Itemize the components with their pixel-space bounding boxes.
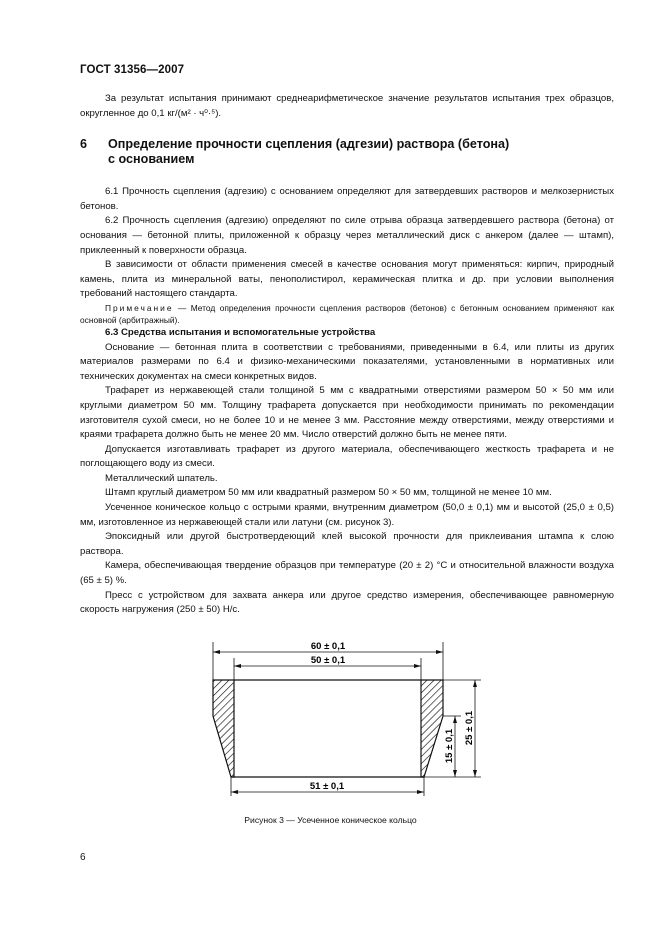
ring-wall-right: [421, 680, 443, 777]
dimension-label-top-outer: 60 ± 0,1: [310, 641, 346, 652]
arrow-top-outer-left: [213, 650, 220, 654]
paragraph-stamp: Штамп круглый диаметром 50 мм или квадратный размером 50 × 50 мм, толщиной не менее 10 мм.: [105, 487, 552, 499]
arrow-total-height-top: [473, 680, 477, 687]
section-6-3-heading: 6.3 Средства испытания и вспомогательные устройства: [105, 326, 376, 338]
paragraph-chamber: Камера, обеспечивающая твердение образцов при температуре (20 ± 2) °С и относительной влажности воздуха (65 ± 5) %.: [80, 560, 614, 587]
figure-3-caption: Рисунок 3 — Усеченное коническое кольцо: [244, 815, 417, 825]
section-6-number: 6: [80, 137, 88, 152]
dimension-label-bottom: 51 ± 0,1: [309, 781, 345, 792]
paragraph-glue: Эпоксидный или другой быстротвердеющий клей высокой прочности для приклеивания штампа к слою раствора.: [80, 531, 614, 557]
note-label: Примечание: [105, 302, 174, 313]
ring-wall-left: [213, 680, 234, 777]
paragraph-6-1: 6.1 Прочность сцепления (адгезию) с основанием определяют для затвердевших растворов и мелкозернистых бетонов.: [80, 186, 614, 212]
note-text: — Метод определения прочности сцепления растворов (бетонов) с бетонным основанием применяют как основной (арбитражный).: [80, 302, 614, 325]
section-6-heading: [80, 137, 614, 167]
paragraph-spatula: Металлический шпатель.: [105, 472, 218, 484]
paragraph-6-2: 6.2 Прочность сцепления (адгезию) определяют по силе отрыва образца затвердевшего раствора (бетона) от основания — бетонной плиты, приложенной к образцу через металлический диск с анкером (далее — штамп), приклеенный к поверхности образца.: [80, 215, 614, 256]
figure-3-drawing: [205, 640, 485, 805]
paragraph-base-slab: Основание — бетонная плита в соответствии с требованиями, приведенными в 6.4, или плиты из других материалов размерами по 6.4 и физико-механическими показателями, установленными в нормативных или технических документах на смеси конкретных видов.: [80, 341, 614, 382]
dimension-label-top-inner: 50 ± 0,1: [310, 655, 346, 666]
section-6-title-line1: Определение прочности сцепления (адгезии) раствора (бетона): [108, 137, 510, 152]
dimension-label-total-height: 25 ± 0,1: [464, 710, 475, 746]
paragraph-result: За результат испытания принимают среднеарифметическое значение результатов испытания трех образцов, округленное до 0,1 кг/(м² · ч⁰·⁵).: [80, 93, 614, 119]
arrow-top-outer-right: [436, 650, 443, 654]
document-body: [80, 92, 614, 618]
paragraph-base-materials: В зависимости от области применения смесей в качестве основания могут применяться: кирпич, природный камень, плита из минеральной ваты, пенополистирол, керамическая плитка и др. при условии выполнения требований настоящего стандарта.: [80, 259, 614, 300]
dimension-label-cone-height: 15 ± 0,1: [444, 728, 455, 764]
cone-ring-drawing-svg: [205, 640, 485, 805]
document-header: ГОСТ 31356—2007: [80, 64, 185, 76]
arrow-top-inner-right: [414, 664, 421, 668]
paragraph-stencil: Трафарет из нержавеющей стали толщиной 5 мм с квадратными отверстиями размером 50 × 50 мм или круглыми диаметром 50 мм. Толщину трафарета допускается при необходимости принимать по рекомендации изготовителя сухой смеси, но не более 10 и не менее 3 мм. Расстояние между отверстиями, между отверстиями и краями трафарета должно быть не менее 20 мм. Число отверстий должно быть не менее пяти.: [80, 385, 614, 441]
paragraph-press: Пресс с устройством для захвата анкера или другое средство измерения, обеспечивающее равномерную скорость нагружения (250 ± 50) Н/с.: [80, 589, 614, 616]
page-number: 6: [80, 852, 86, 863]
arrow-cone-height-bottom: [453, 770, 457, 777]
arrow-top-inner-left: [234, 664, 241, 668]
note: [80, 302, 614, 326]
arrow-cone-height-top: [453, 716, 457, 723]
paragraph-ring: Усеченное коническое кольцо с острыми краями, внутренним диаметром (50,0 ± 0,1) мм и высотой (25,0 ± 0,5) мм, изготовленное из нержавеющей стали или латуни (см. рисунок 3).: [80, 502, 614, 528]
section-6-title-line2: с основанием: [108, 152, 195, 167]
arrow-total-height-bottom: [473, 770, 477, 777]
arrow-bottom-left: [231, 790, 238, 794]
paragraph-stencil-material: Допускается изготавливать трафарет из другого материала, обеспечивающего жесткость трафарета и не поглощающего воду из смеси.: [80, 443, 614, 470]
arrow-bottom-right: [417, 790, 424, 794]
